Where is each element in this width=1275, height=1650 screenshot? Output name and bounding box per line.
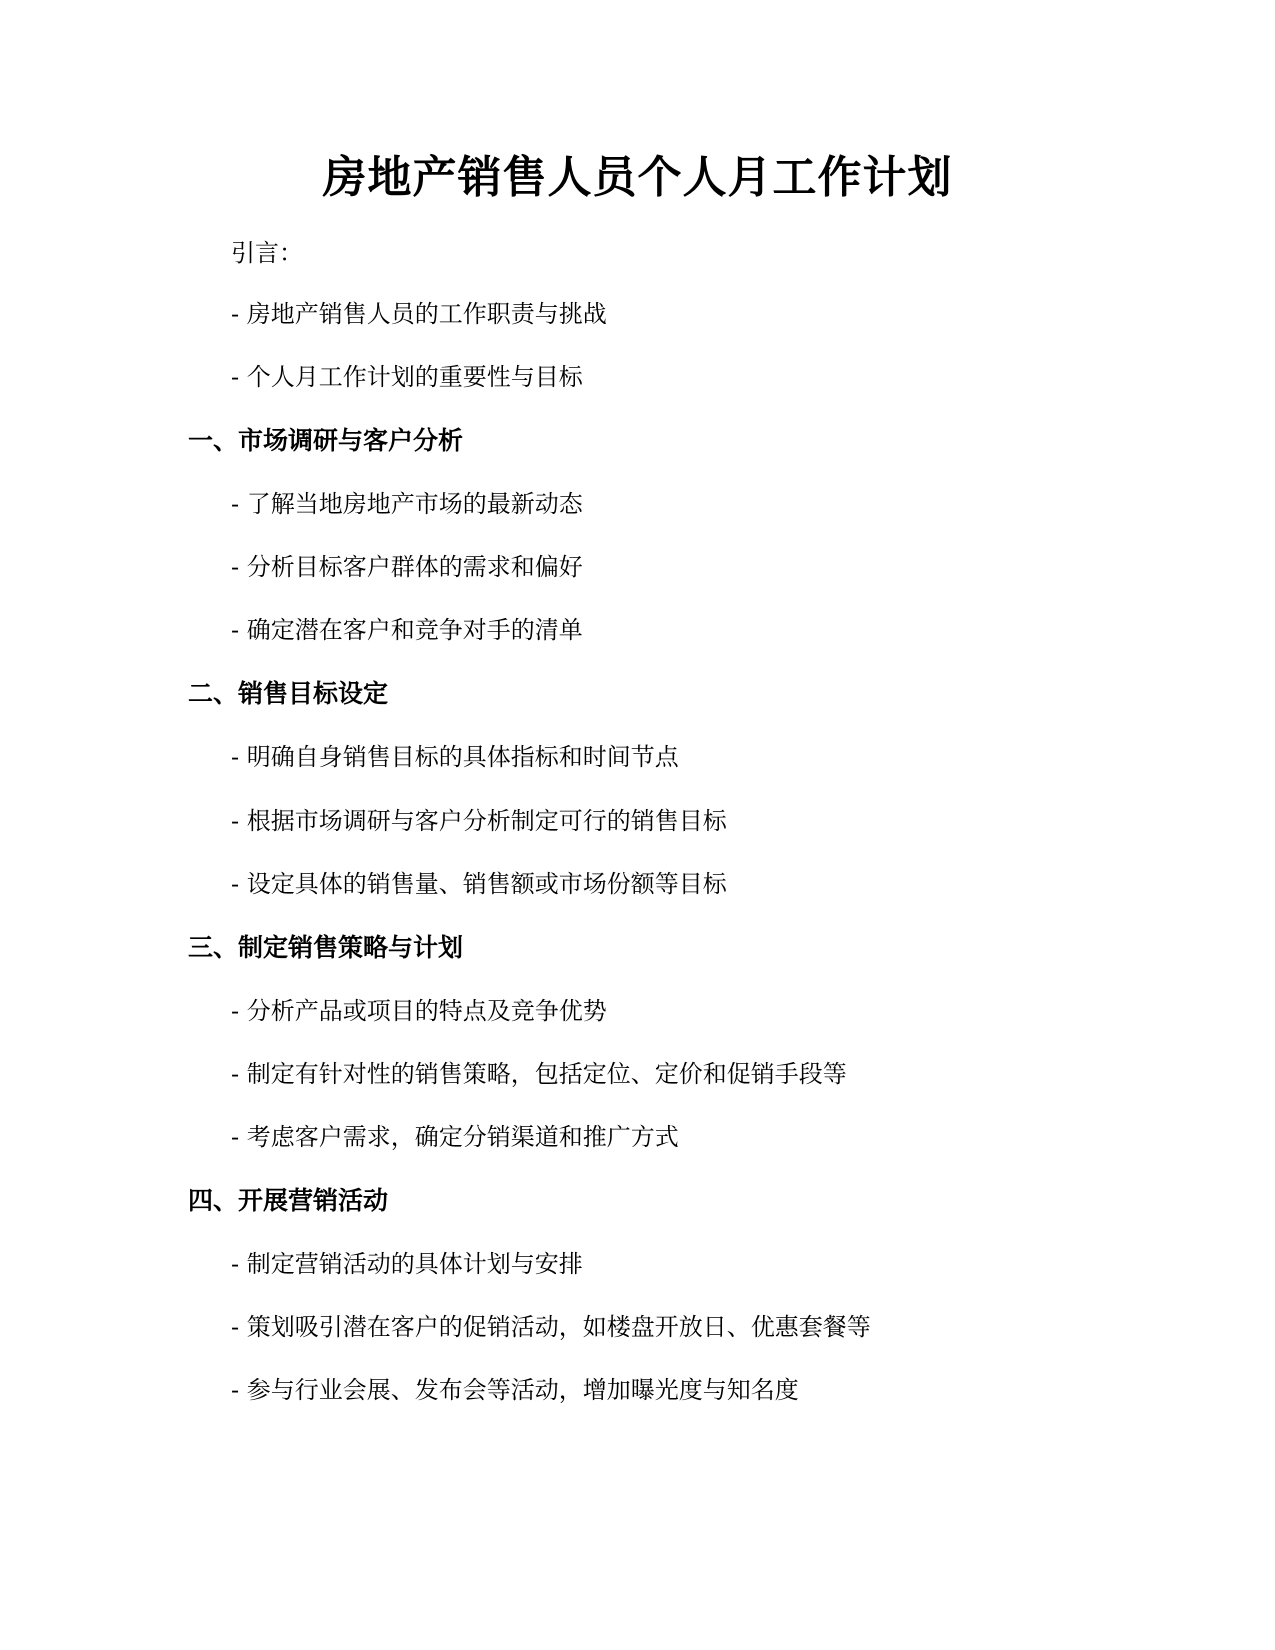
- intro-item: - 个人月工作计划的重要性与目标: [231, 363, 583, 391]
- section-item: - 根据市场调研与客户分析制定可行的销售目标: [231, 807, 727, 835]
- section-item: - 分析产品或项目的特点及竞争优势: [231, 997, 607, 1025]
- section-heading: 二、销售目标设定: [188, 679, 389, 708]
- intro-label: 引言：: [231, 239, 303, 267]
- section-heading: 四、开展营销活动: [188, 1186, 389, 1215]
- section-item: - 制定有针对性的销售策略，包括定位、定价和促销手段等: [231, 1060, 847, 1088]
- section-item: - 考虑客户需求，确定分销渠道和推广方式: [231, 1123, 679, 1151]
- section-item: - 参与行业会展、发布会等活动，增加曝光度与知名度: [231, 1376, 799, 1404]
- section-item: - 设定具体的销售量、销售额或市场份额等目标: [231, 870, 727, 898]
- section-item: - 制定营销活动的具体计划与安排: [231, 1250, 583, 1278]
- intro-item: - 房地产销售人员的工作职责与挑战: [231, 300, 607, 328]
- section-heading: 一、市场调研与客户分析: [188, 426, 464, 455]
- section-heading: 三、制定销售策略与计划: [188, 933, 464, 962]
- section-item: - 分析目标客户群体的需求和偏好: [231, 553, 583, 581]
- document-title: 房地产销售人员个人月工作计划: [322, 152, 953, 203]
- section-item: - 明确自身销售目标的具体指标和时间节点: [231, 743, 679, 771]
- section-item: - 策划吸引潜在客户的促销活动，如楼盘开放日、优惠套餐等: [231, 1313, 871, 1341]
- section-item: - 确定潜在客户和竞争对手的清单: [231, 616, 583, 644]
- section-item: - 了解当地房地产市场的最新动态: [231, 490, 583, 518]
